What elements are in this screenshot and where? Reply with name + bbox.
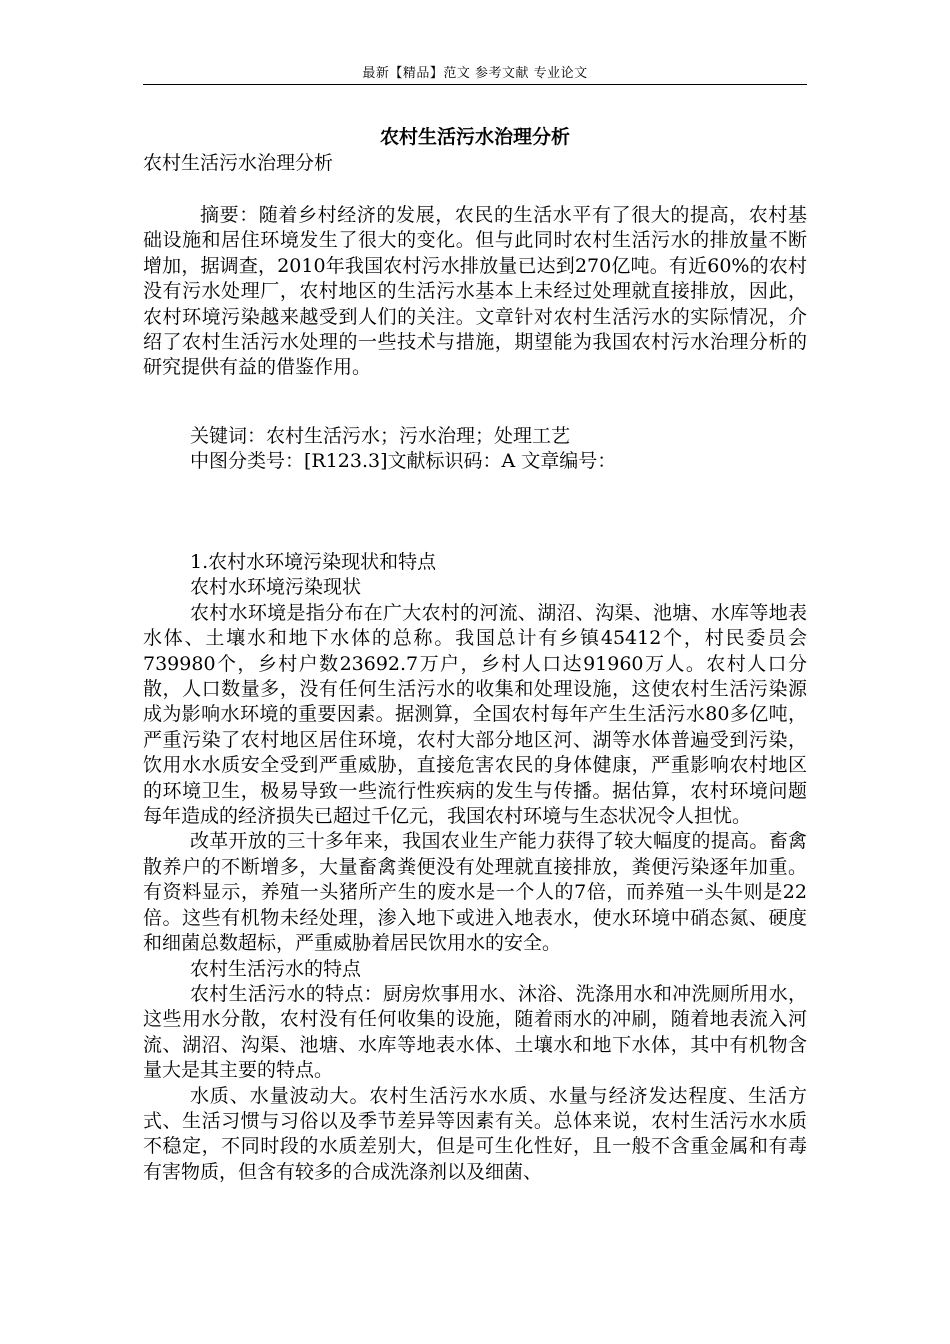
subsection-heading: 农村水环境污染现状: [190, 576, 362, 599]
header-divider: [143, 84, 807, 85]
abstract-paragraph: 摘要：随着乡村经济的发展，农民的生活水平有了很大的提高，农村基础设施和居住环境发生了很大的变化。但与此同时农村生活污水的排放量不断增加，据调查，2010年我国农村污水排放量已达到270亿吨。有近60%的农村没有污水处理厂，农村地区的生活污水基本上未经过处理就直接排放，因此，农村环境污染越来越受到人们的关注。文章针对农村生活污水的实际情况，介绍了农村生活污水处理的一些技术与措施，期望能为我国农村污水治理分析的研究提供有益的借鉴作用。: [143, 204, 807, 379]
keywords-block: [143, 424, 807, 475]
document-subtitle: 农村生活污水治理分析: [143, 152, 334, 174]
keywords-line: 关键词：农村生活污水；污水治理；处理工艺: [190, 425, 571, 447]
classification-line: 中图分类号：[R123.3]文献标识码：A 文章编号：: [190, 450, 617, 473]
body-paragraph: 水质、水量波动大。农村生活污水水质、水量与经济发达程度、生活方式、生活习惯与习俗以及季节差异等因素有关。总体来说，农村生活污水水质不稳定，不同时段的水质差别大，但是可生化性好，且一般不含重金属和有毒有害物质，但含有较多的合成洗涤剂以及细菌、: [143, 1084, 807, 1183]
page-header: 最新【精品】范文 参考文献 专业论文: [362, 66, 588, 81]
section-heading: 1.农村水环境污染现状和特点: [190, 551, 437, 573]
subsection-heading: 农村生活污水的特点: [190, 957, 362, 980]
body-text: [143, 550, 807, 1185]
body-paragraph: 农村水环境是指分布在广大农村的河流、湖沼、沟渠、池塘、水库等地表水体、土壤水和地下水体的总称。我国总计有乡镇45412个，村民委员会739980个，乡村户数23692.7万户，乡村人口达91960万人。农村人口分散，人口数量多，没有任何生活污水的收集和处理设施，这使农村生活污染源成为影响水环境的重要因素。据测算，全国农村每年产生生活污水80多亿吨，严重污染了农村地区居住环境，农村大部分地区河、湖等水体普遍受到污染，饮用水水质安全受到严重威胁，直接危害农民的身体健康，严重影响农村地区的环境卫生，极易导致一些流行性疾病的发生与传播。据估算，农村环境问题每年造成的经济损失已超过千亿元，我国农村环境与生态状况令人担忧。: [143, 601, 807, 828]
document-title: 农村生活污水治理分析: [379, 126, 570, 148]
body-paragraph: 改革开放的三十多年来，我国农业生产能力获得了较大幅度的提高。畜禽散养户的不断增多，大量畜禽粪便没有处理就直接排放，粪便污染逐年加重。有资料显示，养殖一头猪所产生的废水是一个人的7倍，而养殖一头牛则是22倍。这些有机物未经处理，渗入地下或进入地表水，使水环境中硝态氮、硬度和细菌总数超标，严重威胁着居民饮用水的安全。: [143, 830, 807, 955]
body-paragraph: 农村生活污水的特点：厨房炊事用水、沐浴、洗涤用水和冲洗厕所用水，这些用水分散，农村没有任何收集的设施，随着雨水的冲刷，随着地表流入河流、湖沼、沟渠、池塘、水库等地表水体、土壤水和地下水体，其中有机物含量大是其主要的特点。: [143, 982, 807, 1082]
